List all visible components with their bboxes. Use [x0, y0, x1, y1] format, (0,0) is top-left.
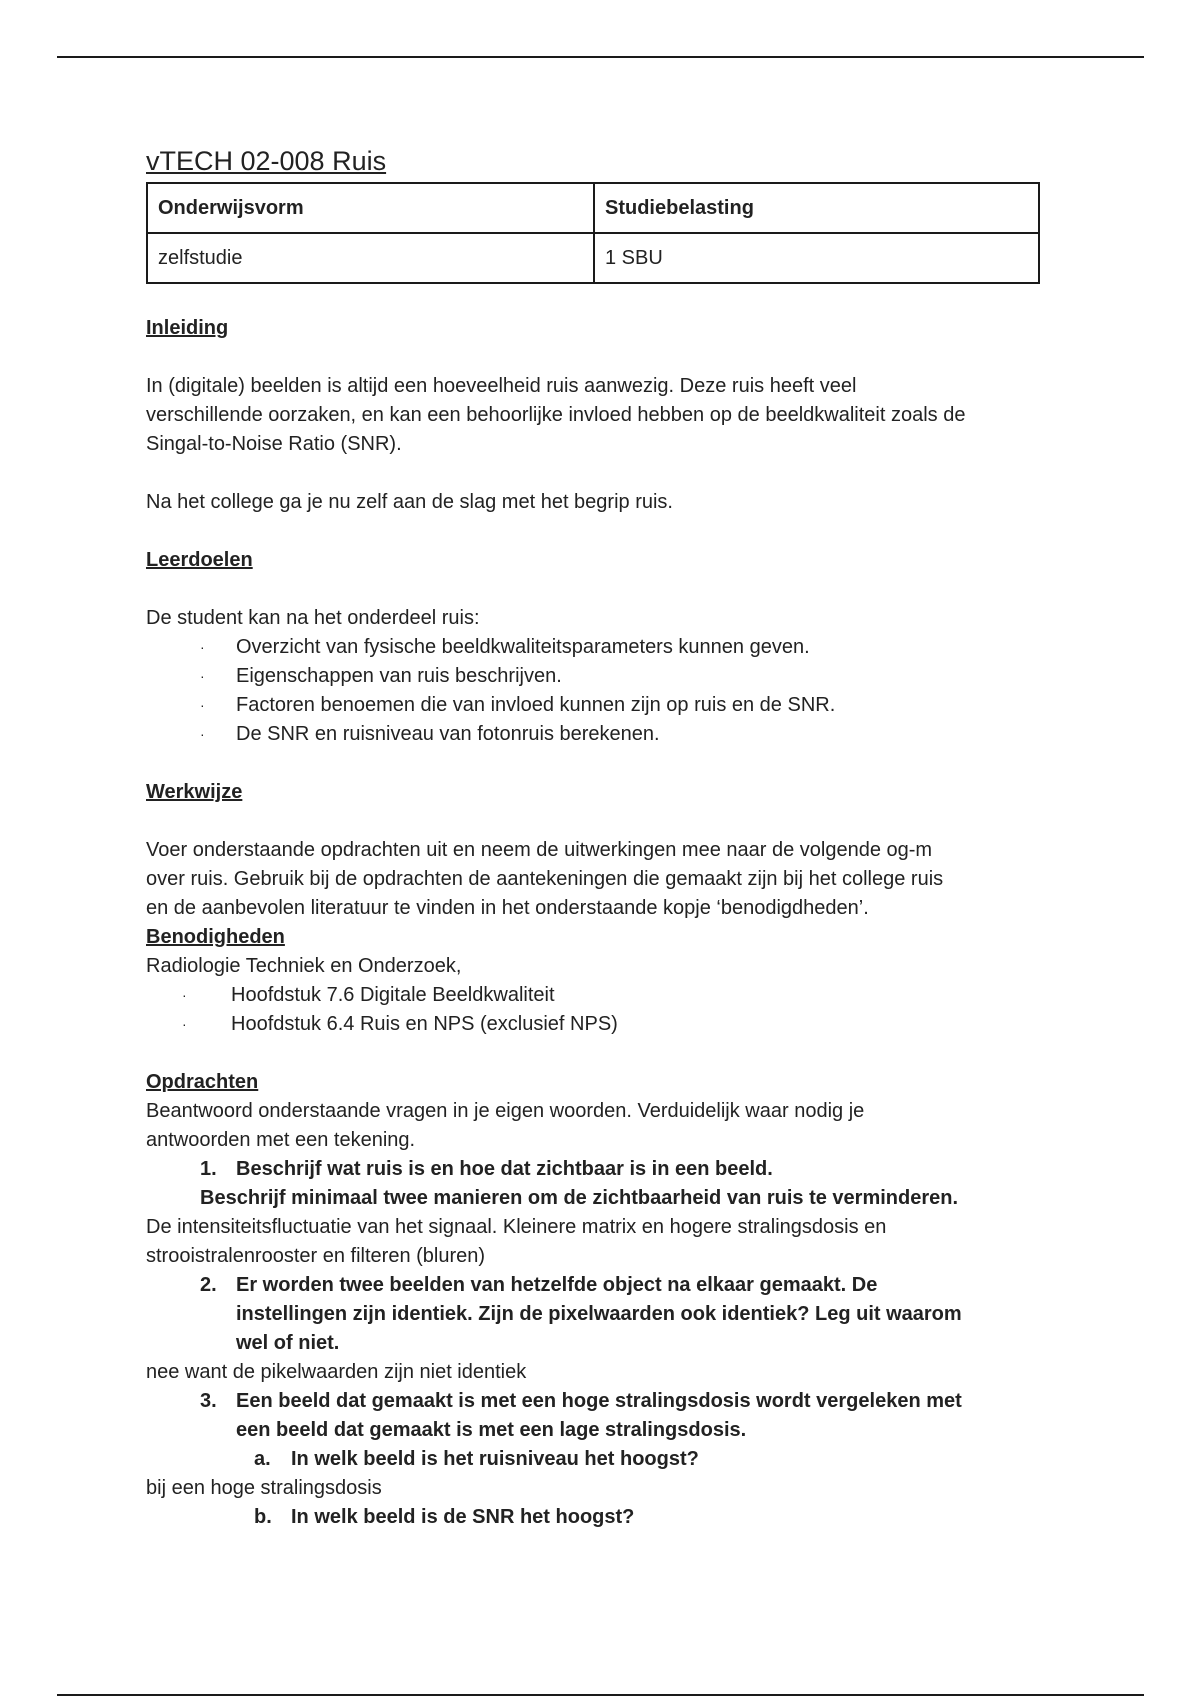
document-title: vTECH 02-008 Ruis — [146, 146, 387, 176]
list-item: · De SNR en ruisniveau van fotonruis berekenen. — [146, 720, 1066, 749]
bullet-icon: · — [200, 697, 205, 713]
inleiding-line: In (digitale) beelden is altijd een hoeveelheid ruis aanwezig. Deze ruis heeft veel — [146, 375, 857, 397]
question-number: 3. — [200, 1390, 217, 1412]
bullet-icon: · — [200, 639, 205, 655]
opdrachten-intro-line: antwoorden met een tekening. — [146, 1129, 416, 1151]
heading-werkwijze: Werkwijze — [146, 781, 243, 803]
question-1: 1. Beschrijf wat ruis is en hoe dat zichtbaar is in een beeld. — [146, 1155, 1066, 1184]
question-1-line-2: Beschrijf minimaal twee manieren om de zichtbaarheid van ruis te verminderen. — [200, 1187, 959, 1209]
bullet-icon: · — [200, 668, 205, 684]
werkwijze-line: over ruis. Gebruik bij de opdrachten de aantekeningen die gemaakt zijn bij het college ruis — [146, 868, 944, 890]
question-3a: a. In welk beeld is het ruisniveau het hoogst? — [146, 1445, 1066, 1474]
question-letter: a. — [254, 1448, 271, 1470]
list-item: · Eigenschappen van ruis beschrijven. — [146, 662, 1066, 691]
cell-studiebelasting: 1 SBU — [594, 233, 1039, 283]
question-letter: b. — [254, 1506, 272, 1528]
list-item: · Hoofdstuk 6.4 Ruis en NPS (exclusief NPS) — [146, 1010, 1066, 1039]
question-number: 1. — [200, 1158, 217, 1180]
list-item: · Factoren benoemen die van invloed kunnen zijn op ruis en de SNR. — [146, 691, 1066, 720]
question-3b: b. In welk beeld is de SNR het hoogst? — [146, 1503, 1066, 1532]
cell-onderwijsvorm: zelfstudie — [147, 233, 594, 283]
list-item: · Hoofdstuk 7.6 Digitale Beeldkwaliteit — [146, 981, 1066, 1010]
leerdoelen-list — [146, 633, 1066, 749]
heading-benodigdheden: Benodigheden — [146, 926, 285, 948]
answer-1-line: De intensiteitsfluctuatie van het signaal. Kleinere matrix en hogere stralingsdosis en — [146, 1216, 887, 1238]
list-item: · Overzicht van fysische beeldkwaliteitsparameters kunnen geven. — [146, 633, 1066, 662]
werkwijze-line: en de aanbevolen literatuur te vinden in het onderstaande kopje ‘benodigdheden’. — [146, 897, 869, 919]
header-studiebelasting: Studiebelasting — [594, 183, 1039, 233]
document-page — [146, 144, 1066, 1532]
question-2: 2. Er worden twee beelden van hetzelfde object na elkaar gemaakt. De instellingen zijn identiek. Zijn de pixelwaarden ook identiek? Leg uit waarom wel of niet. — [146, 1271, 1066, 1358]
heading-opdrachten: Opdrachten — [146, 1071, 259, 1093]
opdrachten-intro-line: Beantwoord onderstaande vragen in je eigen woorden. Verduidelijk waar nodig je — [146, 1100, 865, 1122]
benodigdheden-intro: Radiologie Techniek en Onderzoek, — [146, 955, 462, 977]
bullet-icon: · — [182, 987, 187, 1003]
header-rule — [57, 56, 1144, 58]
heading-inleiding: Inleiding — [146, 317, 229, 339]
bullet-icon: · — [182, 1016, 187, 1032]
question-number: 2. — [200, 1274, 217, 1296]
answer-2: nee want de pikelwaarden zijn niet identiek — [146, 1361, 527, 1383]
answer-3a: bij een hoge stralingsdosis — [146, 1477, 382, 1499]
werkwijze-line: Voer onderstaande opdrachten uit en neem de uitwerkingen mee naar de volgende og-m — [146, 839, 933, 861]
footer-rule — [57, 1694, 1144, 1696]
info-table-row — [147, 233, 1039, 283]
header-onderwijsvorm: Onderwijsvorm — [147, 183, 594, 233]
inleiding-paragraph-2: Na het college ga je nu zelf aan de slag met het begrip ruis. — [146, 491, 673, 513]
answer-1-line: strooistralenrooster en filteren (bluren) — [146, 1245, 486, 1267]
bullet-icon: · — [200, 726, 205, 742]
benodigdheden-list — [146, 981, 1066, 1039]
heading-leerdoelen: Leerdoelen — [146, 549, 253, 571]
info-table — [146, 182, 1040, 284]
leerdoelen-intro: De student kan na het onderdeel ruis: — [146, 607, 480, 629]
question-3: 3. Een beeld dat gemaakt is met een hoge stralingsdosis wordt vergeleken met een beeld dat gemaakt is met een lage stralingsdosis. — [146, 1387, 1066, 1445]
info-table-header-row — [147, 183, 1039, 233]
inleiding-line: Singal-to-Noise Ratio (SNR). — [146, 433, 402, 455]
inleiding-line: verschillende oorzaken, en kan een behoorlijke invloed hebben op de beeldkwaliteit zoals de — [146, 404, 966, 426]
